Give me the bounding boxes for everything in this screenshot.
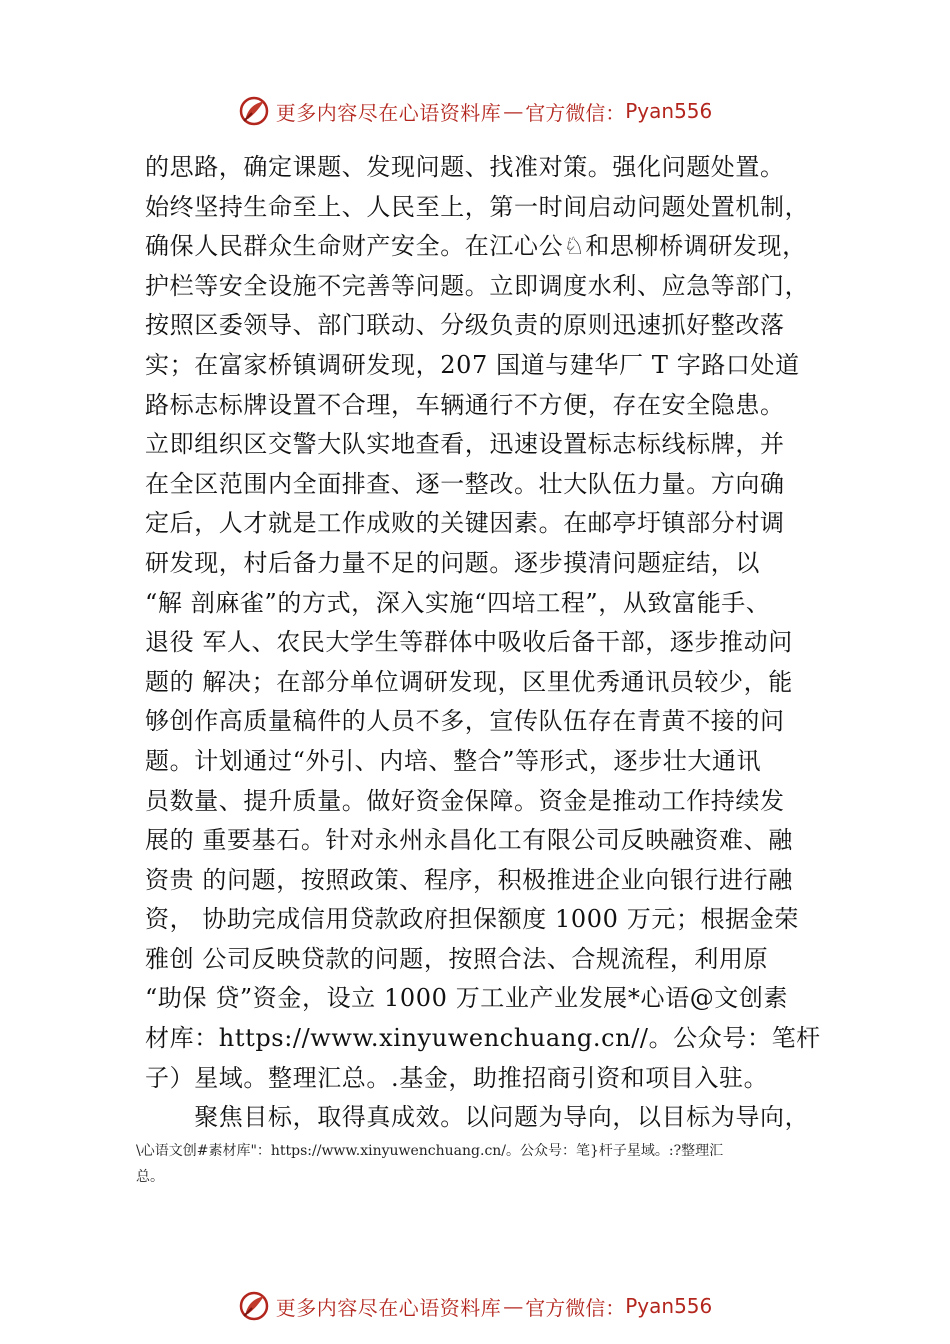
body-line: 子）星域。整理汇总。.基金，助推招商引资和项目入驻。 bbox=[145, 1063, 769, 1092]
body-line: 立即组织区交警大队实地查看，迅速设置标志标线标牌，并 bbox=[145, 430, 785, 459]
body-line: 确保人民群众生命财产安全。在江心公♘和思柳桥调研发现， bbox=[145, 232, 807, 261]
body-line: 材库：https://www.xinyuwenchuang.cn//。公众号：笔杆 bbox=[145, 1024, 821, 1053]
body-line: 护栏等安全设施不完善等问题。立即调度水利、应急等部门， bbox=[145, 271, 810, 300]
brand-logo-icon bbox=[238, 95, 270, 127]
banner-dash: — bbox=[503, 1294, 524, 1318]
banner-wechat-id: Pyan556 bbox=[625, 99, 713, 123]
body-line: 够创作高质量稿件的人员不多，宣传队伍存在青黄不接的问 bbox=[145, 707, 785, 736]
footnote-line: \心语文创#素材库"：https://www.xinyuwenchuang.cn/。公众号：笔}杆子星域。:?整理汇 bbox=[136, 1143, 724, 1159]
banner-dash: — bbox=[503, 99, 524, 123]
body-line: “解 剖麻雀”的方式，深入实施“四培工程”，从致富能手、 bbox=[145, 588, 771, 617]
banner-text: 更多内容尽在心语资料库 bbox=[275, 100, 502, 125]
body-line: 聚焦目标，取得真成效。以问题为导向，以目标为导向， bbox=[145, 1103, 810, 1132]
brand-logo-icon bbox=[238, 1290, 270, 1322]
body-line: 题的 解决；在部分单位调研发现，区里优秀通讯员较少，能 bbox=[145, 667, 793, 696]
body-line: 资， 协助完成信用贷款政府担保额度 1000 万元；根据金荣 bbox=[145, 905, 799, 934]
body-line: 研发现，村后备力量不足的问题。逐步摸清问题症结，以 bbox=[145, 548, 760, 577]
footnote bbox=[136, 1138, 836, 1190]
footer-banner bbox=[0, 1290, 950, 1322]
footnote-line: 总。 bbox=[136, 1169, 164, 1185]
body-line: 展的 重要基石。针对永州永昌化工有限公司反映融资难、融 bbox=[145, 826, 793, 855]
body-line: 的思路，确定课题、发现问题、找准对策。强化问题处置。 bbox=[145, 153, 785, 181]
body-line: 实；在富家桥镇调研发现，207 国道与建华厂 T 字路口处道 bbox=[145, 350, 800, 379]
body-line: “助保 贷”资金，设立 1000 万工业产业发展*心语@文创素 bbox=[145, 984, 789, 1013]
banner-wechat-label: 官方微信： bbox=[525, 1295, 626, 1320]
body-line: 路标志标牌设置不合理，车辆通行不方便，存在安全隐患。 bbox=[145, 390, 785, 419]
body-line: 始终坚持生命至上、人民至上，第一时间启动问题处置机制， bbox=[145, 192, 810, 221]
body-line: 按照区委领导、部门联动、分级负责的原则迅速抓好整改落 bbox=[145, 311, 785, 340]
body-line: 员数量、提升质量。做好资金保障。资金是推动工作持续发 bbox=[145, 786, 785, 815]
banner-wechat-label: 官方微信： bbox=[525, 100, 626, 125]
banner-wechat-id: Pyan556 bbox=[625, 1294, 713, 1318]
banner-text: 更多内容尽在心语资料库 bbox=[275, 1295, 502, 1320]
document-body bbox=[145, 148, 845, 1138]
body-line: 资贵 的问题，按照政策、程序，积极推进企业向银行进行融 bbox=[145, 865, 793, 894]
body-line: 定后，人才就是工作成败的关键因素。在邮亭圩镇部分村调 bbox=[145, 509, 785, 538]
header-banner bbox=[0, 95, 950, 127]
body-line: 题。计划通过“外引、内培、整合”等形式，逐步壮大通讯 bbox=[145, 746, 762, 775]
body-line: 在全区范围内全面排查、逐一整改。壮大队伍力量。方向确 bbox=[145, 469, 785, 498]
body-line: 退役 军人、农民大学生等群体中吸收后备干部，逐步推动问 bbox=[145, 628, 793, 657]
body-line: 雅创 公司反映贷款的问题，按照合法、合规流程，利用原 bbox=[145, 944, 769, 973]
